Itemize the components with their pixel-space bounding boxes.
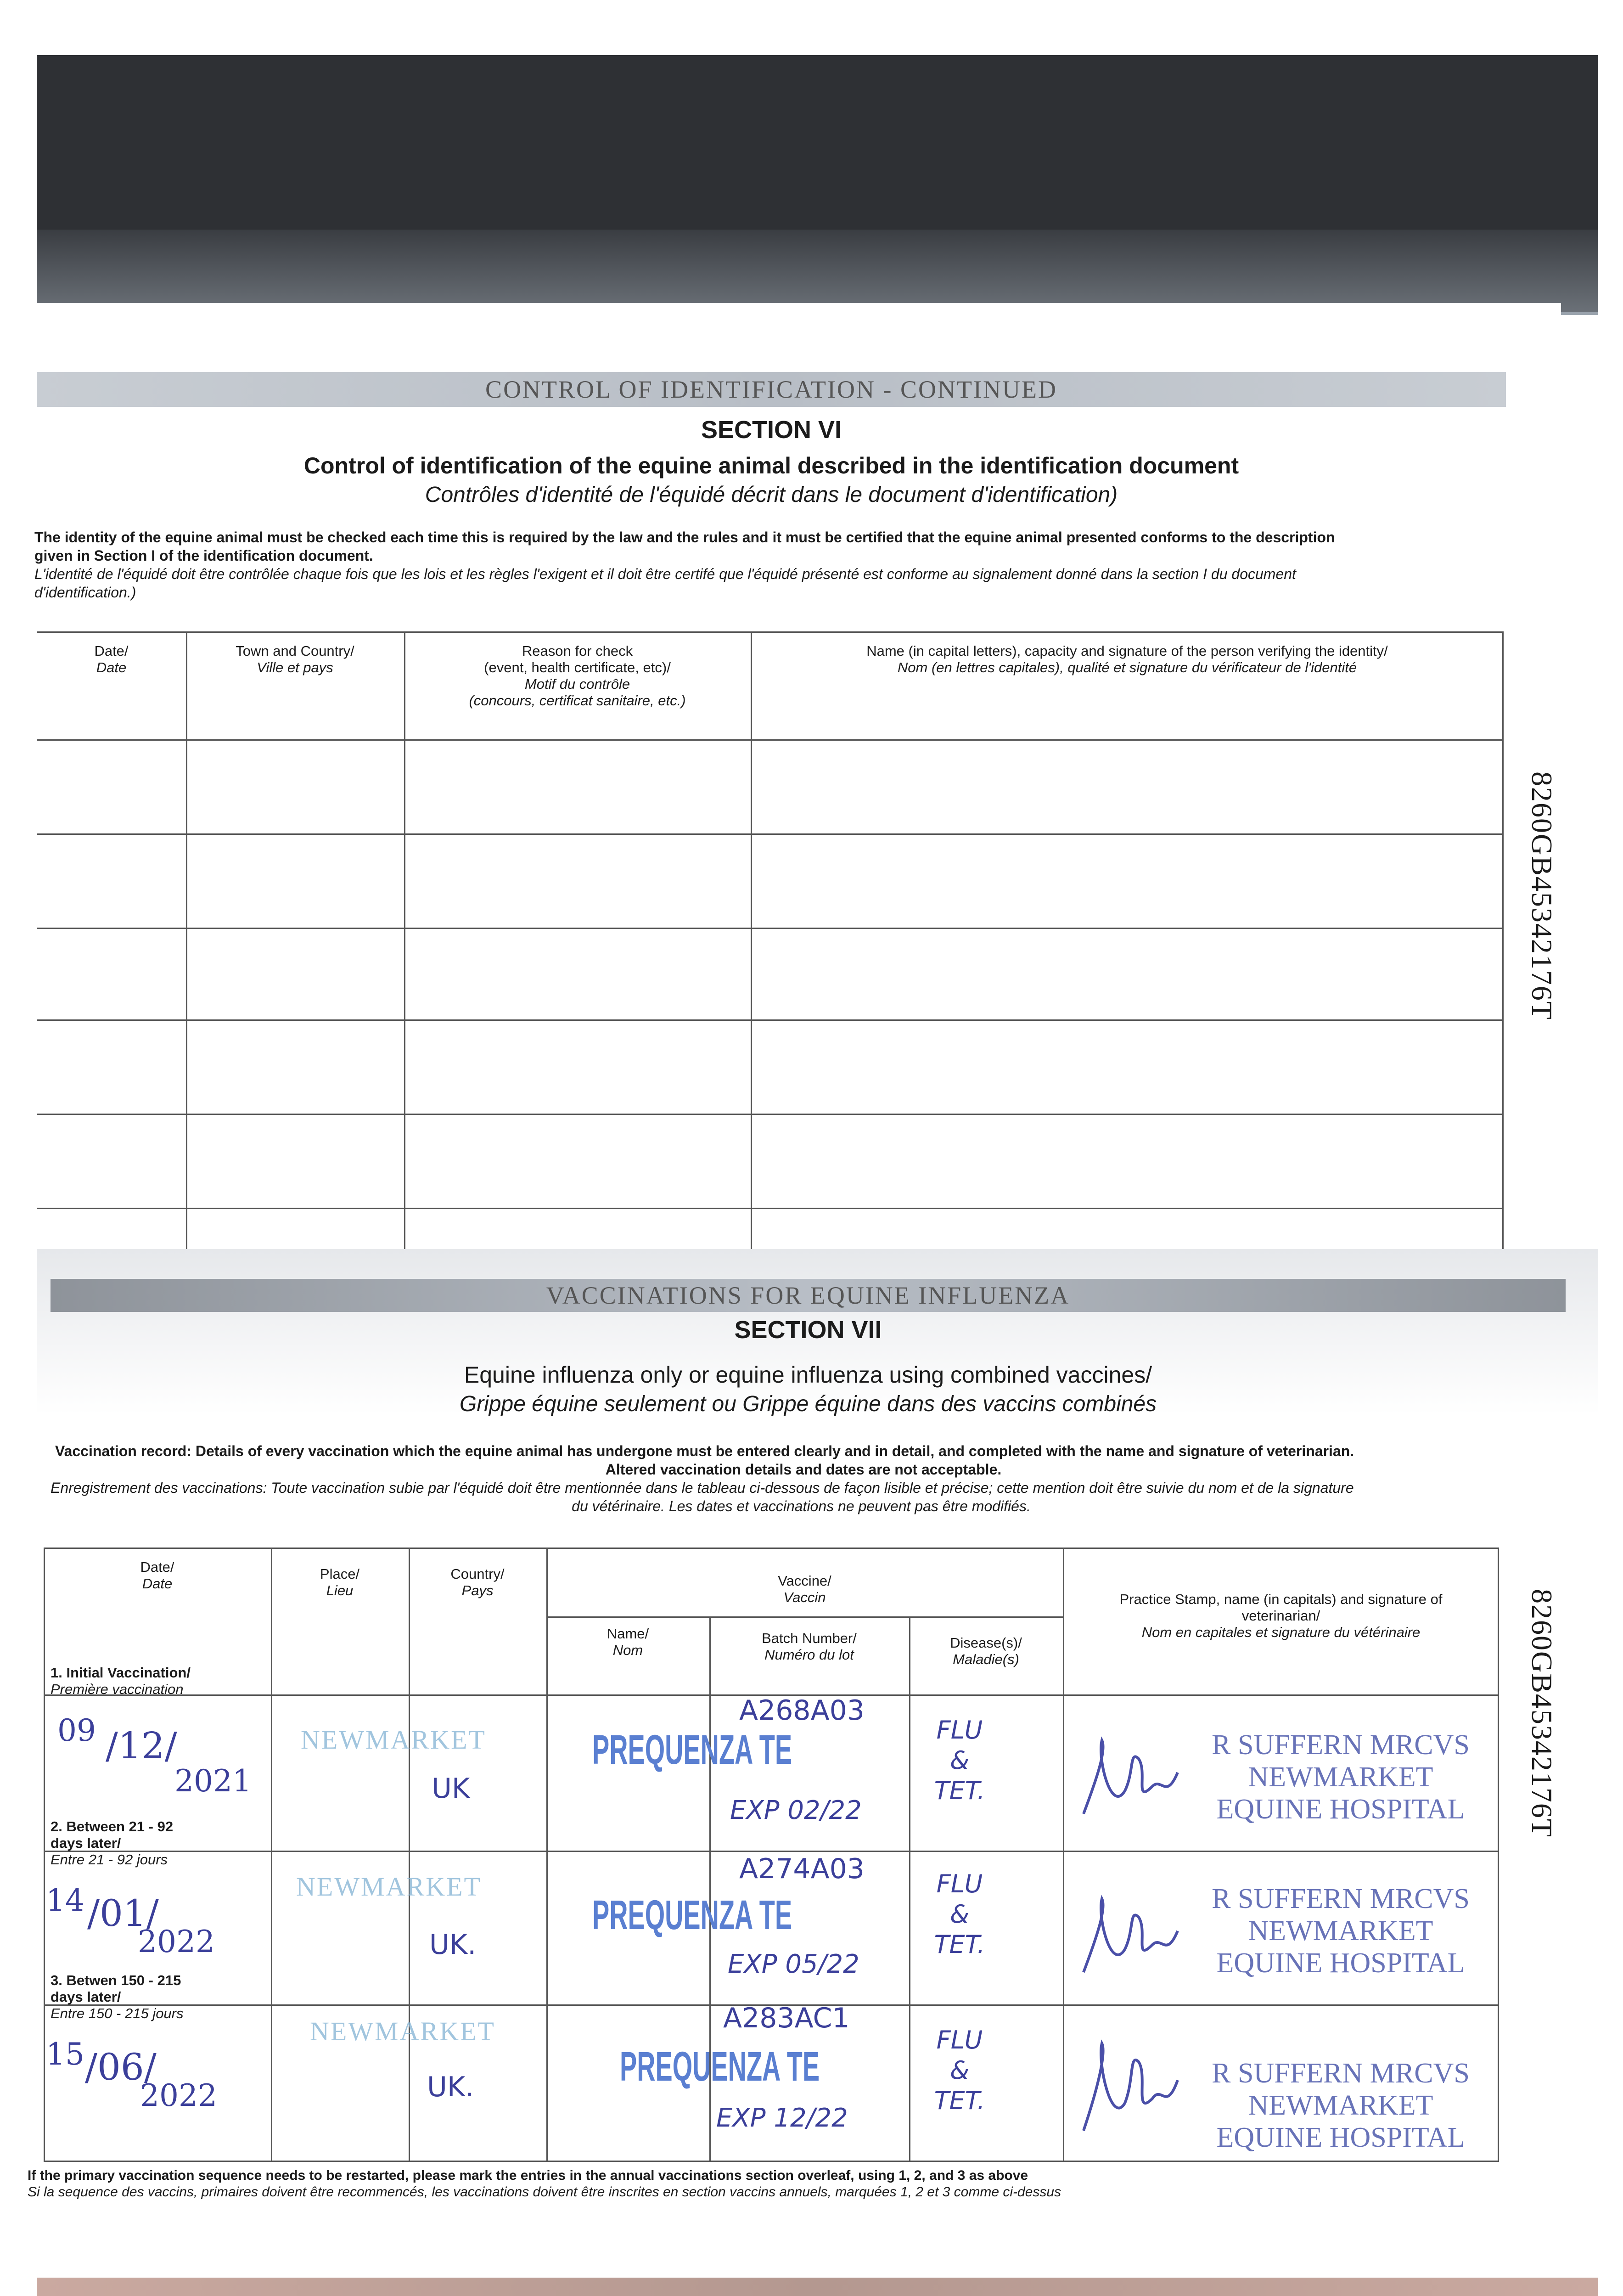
country-value: UK. <box>427 2071 474 2103</box>
col-reason-label: Reason for check <box>522 643 633 659</box>
table-line <box>751 631 752 1277</box>
vacc-instructions-line-2: Altered vaccination details and dates are not acceptable. <box>605 1461 1002 1478</box>
vacc-instructions-fr-line-2: du vétérinaire. Les dates et vaccinations ne peuvent pas être modifiés. <box>572 1498 1031 1514</box>
section-vii-title: Equine influenza only or equine influenza using combined vaccines/ <box>464 1362 1152 1388</box>
row-label <box>51 1972 266 2022</box>
date-month: /01/ <box>87 1892 159 1935</box>
vacc-col-vaccine-label: Vaccine/ <box>778 1573 831 1589</box>
footnote <box>28 2167 1497 2200</box>
vacc-col-stamp-label-fr: Nom en capitales et signature du vétérinaire <box>1141 1624 1421 1640</box>
vacc-col-date-label: Date/ <box>140 1559 174 1575</box>
row-label-en-2: days later/ <box>51 1835 121 1851</box>
vacc-col-place-label-fr: Lieu <box>326 1582 354 1598</box>
place-stamp: NEWMARKET <box>296 1872 482 1902</box>
table-line <box>546 1616 1063 1618</box>
disease-value <box>914 1869 1005 1960</box>
vacc-col-country-header <box>409 1566 546 1599</box>
section-vi-page <box>37 303 1561 1277</box>
vacc-col-batch-header <box>709 1630 909 1663</box>
section-vi-label: SECTION VI <box>701 416 842 444</box>
vacc-col-country-label-fr: Pays <box>461 1582 494 1598</box>
row-label <box>51 1818 266 1868</box>
country-value: UK <box>432 1773 470 1805</box>
col-reason-label-2: (event, health certificate, etc)/ <box>484 659 671 675</box>
instructions-fr-line-2: d'identification.) <box>34 584 136 601</box>
date-year: 2021 <box>174 1763 252 1799</box>
table-line <box>186 631 187 1277</box>
disease-line: FLU <box>936 1716 983 1745</box>
country-value: UK. <box>429 1929 477 1961</box>
table-line <box>37 833 1504 835</box>
vet-stamp-line: EQUINE HOSPITAL <box>1216 1794 1465 1825</box>
disease-line: TET. <box>934 2086 985 2115</box>
disease-line: & <box>949 1900 970 1929</box>
row-label-en: 1. Initial Vaccination/ <box>51 1665 191 1681</box>
table-line <box>44 1548 1499 1549</box>
vet-stamp-line: R SUFFERN MRCVS <box>1212 1729 1470 1761</box>
scan-background-gradient <box>37 230 1598 312</box>
table-line <box>44 2161 1499 2162</box>
batch-number: A283AC1 <box>723 2002 850 2034</box>
section-vii-banner: VACCINATIONS FOR EQUINE INFLUENZA <box>51 1279 1566 1312</box>
disease-line: & <box>949 1746 970 1775</box>
place-stamp: NEWMARKET <box>310 2016 495 2046</box>
col-date-label-fr: Date <box>96 659 127 675</box>
place-stamp: NEWMARKET <box>301 1725 486 1755</box>
vet-stamp-line: R SUFFERN MRCVS <box>1212 1883 1470 1914</box>
batch-number: A268A03 <box>739 1694 865 1727</box>
vacc-col-stamp-label-2: veterinarian/ <box>1241 1608 1320 1624</box>
date-month: /06/ <box>85 2046 157 2088</box>
section-vi-title: Control of identification of the equine animal described in the identification document <box>303 453 1239 478</box>
vaccine-name-stamp: PREQUENZA TE <box>592 1892 792 1938</box>
vacc-col-vaccine-label-fr: Vaccin <box>783 1589 826 1605</box>
row-label-fr: Première vaccination <box>51 1681 184 1697</box>
row-label-en-2: days later/ <box>51 1989 121 2005</box>
disease-value <box>914 2025 1005 2116</box>
section-vi-instructions-fr <box>34 565 1531 602</box>
col-reason-header <box>404 643 751 709</box>
section-vi-title-fr: Contrôles d'identité de l'équidé décrit dans le document d'identification) <box>425 483 1118 507</box>
vacc-col-country-label: Country/ <box>450 1566 505 1582</box>
col-town-header <box>186 643 404 676</box>
batch-expiry: EXP 02/22 <box>730 1795 862 1825</box>
vacc-col-stamp-label: Practice Stamp, name (in capitals) and signature of <box>1119 1591 1443 1607</box>
section-vii-instructions <box>55 1442 1552 1479</box>
vacc-instructions-line-1: Vaccination record: Details of every vaccination which the equine animal has undergone must be entered clearly and in detail, and completed with the name and signature of veterinarian. <box>55 1443 1354 1459</box>
vaccine-name-stamp: PREQUENZA TE <box>620 2044 820 2090</box>
signature <box>1070 1880 1180 1991</box>
scan-bottom-edge <box>37 2278 1598 2296</box>
vacc-col-name-label: Name/ <box>607 1626 649 1642</box>
footnote-fr: Si la sequence des vaccins, primaires doivent être recommencés, les vaccinations doivent être inscrites en section vaccins annuels, marquées 1, 2 et 3 comme ci-dessus <box>28 2184 1061 2200</box>
disease-line: FLU <box>936 1869 983 1898</box>
vacc-col-name-label-fr: Nom <box>612 1642 643 1658</box>
row-label-fr: Entre 21 - 92 jours <box>51 1851 168 1868</box>
row-label-en: 3. Betwen 150 - 215 <box>51 1972 181 1988</box>
col-date-label: Date/ <box>94 643 129 659</box>
batch-expiry: EXP 05/22 <box>728 1949 859 1979</box>
vacc-col-stamp-header <box>1065 1591 1497 1641</box>
date-day: 14 <box>46 1883 84 1918</box>
vacc-col-disease-label: Disease(s)/ <box>950 1635 1022 1651</box>
vacc-col-batch-label: Batch Number/ <box>762 1630 857 1646</box>
col-name-label-fr: Nom (en lettres capitales), qualité et signature du vérificateur de l'identité <box>897 659 1357 675</box>
col-name-label: Name (in capital letters), capacity and signature of the person verifying the identity/ <box>866 643 1388 659</box>
table-line <box>37 631 1504 633</box>
table-line <box>909 1616 910 2161</box>
disease-line: & <box>949 2056 970 2085</box>
row-label-fr: Entre 150 - 215 jours <box>51 2005 184 2021</box>
vet-stamp-line: NEWMARKET <box>1248 2090 1433 2121</box>
table-line <box>37 1019 1504 1021</box>
vet-stamp-line: NEWMARKET <box>1248 1761 1433 1793</box>
batch-number: A274A03 <box>739 1853 865 1885</box>
vet-stamp-line: NEWMARKET <box>1248 1915 1433 1947</box>
col-date-header <box>37 643 186 676</box>
vacc-col-date-label-fr: Date <box>142 1576 173 1592</box>
date-year: 2022 <box>140 2078 217 2113</box>
signature <box>1070 1722 1180 1832</box>
date-day: 15 <box>46 2037 84 2072</box>
col-town-label-fr: Ville et pays <box>257 659 333 675</box>
row-label-en: 2. Between 21 - 92 <box>51 1818 174 1835</box>
signature <box>1070 2025 1180 2144</box>
instructions-line-2: given in Section I of the identification document. <box>34 547 373 564</box>
vacc-col-vaccine-header <box>546 1573 1063 1606</box>
section-vii-instructions-fr <box>51 1479 1552 1515</box>
vet-stamp-line: EQUINE HOSPITAL <box>1216 1947 1465 1979</box>
instructions-line-1: The identity of the equine animal must be checked each time this is required by the law and the rules and it must be certified that the equine animal presented conforms to the description <box>34 529 1335 546</box>
vacc-col-place-label: Place/ <box>320 1566 360 1582</box>
date-day: 09 <box>57 1713 96 1748</box>
disease-value <box>914 1715 1005 1806</box>
batch-expiry: EXP 12/22 <box>716 2103 848 2133</box>
vet-stamp <box>1166 1729 1515 1825</box>
footnote-en: If the primary vaccination sequence needs to be restarted, please mark the entries in the annual vaccinations section overleaf, using 1, 2, and 3 as above <box>28 2168 1028 2183</box>
section-vii-title-fr: Grippe équine seulement ou Grippe équine dans des vaccins combinés <box>459 1392 1157 1416</box>
col-reason-label-fr-2: (concours, certificat sanitaire, etc.) <box>469 692 686 709</box>
instructions-fr-line-1: L'identité de l'équidé doit être contrôlée chaque fois que les lois et les règles l'exigent et il doit être certifé que l'équidé présenté est conforme au signalement donné dans la section I du document <box>34 566 1296 582</box>
table-line <box>409 1548 410 2161</box>
table-line <box>404 631 405 1277</box>
table-line <box>37 1114 1504 1115</box>
section-vii-label: SECTION VII <box>734 1316 882 1344</box>
vet-stamp <box>1166 2057 1515 2154</box>
vet-stamp-line: R SUFFERN MRCVS <box>1212 2058 1470 2089</box>
date-year: 2022 <box>138 1924 215 1959</box>
section-vi-instructions <box>34 528 1531 565</box>
disease-line: FLU <box>936 2026 983 2054</box>
table-line <box>271 1548 272 2161</box>
section-vi-banner: CONTROL OF IDENTIFICATION - CONTINUED <box>37 372 1506 407</box>
table-line <box>44 1548 45 2161</box>
row-label <box>51 1665 266 1698</box>
table-line <box>37 739 1504 741</box>
col-town-label: Town and Country/ <box>236 643 354 659</box>
vacc-col-name-header <box>546 1626 709 1659</box>
table-line <box>37 928 1504 929</box>
vacc-col-date-header <box>44 1559 271 1592</box>
vacc-instructions-fr-line-1: Enregistrement des vaccinations: Toute vaccination subie par l'équidé doit être mentionnée dans le tableau ci-dessous de façon lisible et précise; cette mention doit être suivie du nom et de la signature <box>51 1480 1354 1496</box>
vacc-col-place-header <box>271 1566 409 1599</box>
disease-line: TET. <box>934 1930 985 1959</box>
side-id-upper: 8260GB45342176T <box>1526 771 1558 1020</box>
disease-line: TET. <box>934 1776 985 1805</box>
col-reason-label-fr: Motif du contrôle <box>524 676 630 692</box>
vacc-col-disease-label-fr: Maladie(s) <box>953 1651 1019 1667</box>
date-month: /12/ <box>106 1724 177 1767</box>
vet-stamp <box>1166 1883 1515 1979</box>
vacc-col-batch-label-fr: Numéro du lot <box>764 1647 854 1663</box>
vet-stamp-line: EQUINE HOSPITAL <box>1216 2122 1465 2153</box>
col-name-header <box>753 643 1501 676</box>
table-line <box>37 1208 1504 1209</box>
table-line <box>1502 631 1504 1277</box>
vaccine-name-stamp: PREQUENZA TE <box>592 1727 792 1773</box>
table-line <box>1063 1548 1064 2161</box>
vacc-col-disease-header <box>909 1635 1063 1668</box>
side-id-lower: 8260GB45342176T <box>1526 1589 1558 1838</box>
